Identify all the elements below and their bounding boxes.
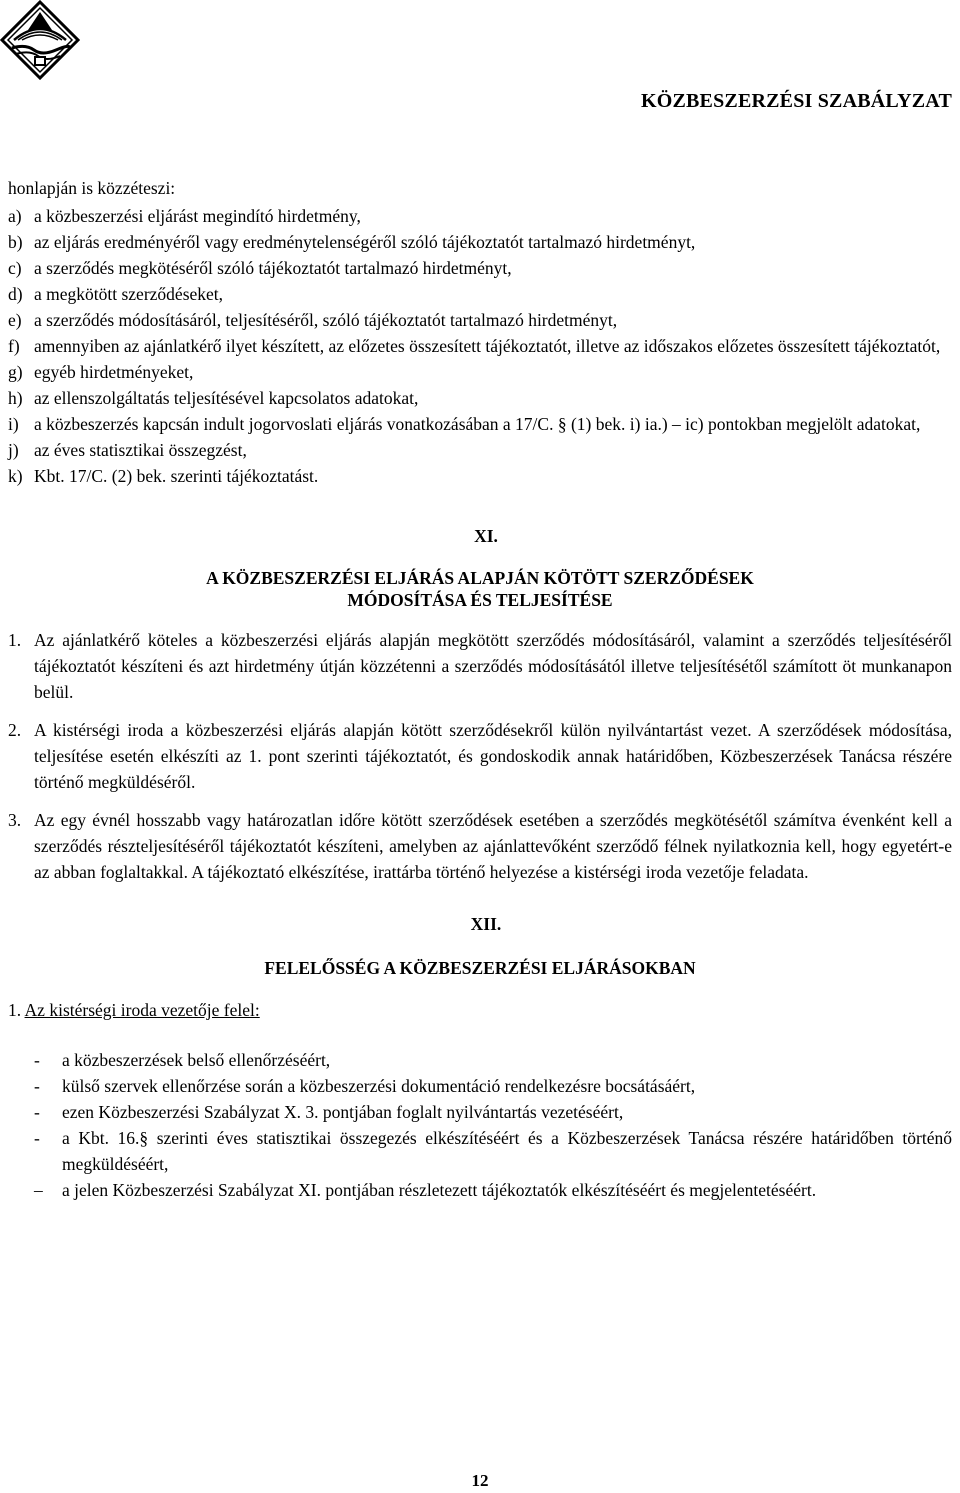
section-xi-title-line2: MÓDOSÍTÁSA ÉS TELJESÍTÉSE (347, 590, 613, 610)
list-item: - ezen Közbeszerzési Szabályzat X. 3. pontjában foglalt nyilvántartás vezetéséért, (34, 1102, 624, 1122)
document-header-title: KÖZBESZERZÉSI SZABÁLYZAT (640, 90, 952, 112)
list-item: - külső szervek ellenőrzése során a közbeszerzési dokumentáció rendelkezésre bocsátásáért, (34, 1076, 696, 1096)
list-item: j) az éves statisztikai összegzést, (8, 440, 247, 460)
regional-emblem-logo-icon (0, 0, 80, 80)
list-item: d) a megkötött szerződéseket, (8, 284, 224, 304)
list-item: h) az ellenszolgáltatás teljesítésével kapcsolatos adatokat, (8, 388, 419, 408)
list-item: c) a szerződés megkötéséről szóló tájékoztatót tartalmazó hirdetményt, (8, 258, 512, 278)
list-item: f) amennyiben az ajánlatkérő ilyet készített, az előzetes összesített tájékoztatót, illetve az időszakos előzetes összesített tájékoztatót, (8, 336, 941, 356)
list-item: e) a szerződés módosításáról, teljesítéséről, szóló tájékoztatót tartalmazó hirdetményt, (8, 310, 618, 330)
list-item: b) az eljárás eredményéről vagy eredménytelenségéről szóló tájékoztatót tartalmazó hirdetményt, (8, 232, 696, 252)
responsibility-heading-text: Az kistérségi iroda vezetője felel: (24, 1000, 260, 1020)
publication-list (8, 203, 952, 489)
section-xi-paragraph: 1. Az ajánlatkérő köteles a közbeszerzési eljárás alapján megkötött szerződés módosításáról, valamint a szerződés teljesítéséről tájékoztatót készíteni és azt hirdetmény útján közzétenni a szerződés módosításától illetve teljesítésétől számított öt munkanapon belül. (8, 630, 952, 702)
list-item: g) egyéb hirdetményeket, (8, 362, 194, 382)
responsibility-heading (8, 997, 952, 1023)
section-xii-number: XII. (470, 914, 502, 934)
intro-text: honlapján is közzéteszi: (8, 178, 176, 198)
section-xii-title: FELELŐSSÉG A KÖZBESZERZÉSI ELJÁRÁSOKBAN (264, 958, 696, 978)
section-xi-number: XI. (474, 526, 498, 546)
list-item: i) a közbeszerzés kapcsán indult jogorvoslati eljárás vonatkozásában a 17/C. § (1) bek. i) ia.) – ic) pontokban megjelölt adatokat, (8, 414, 921, 434)
list-item: k) Kbt. 17/C. (2) bek. szerinti tájékoztatást. (8, 466, 319, 486)
list-item: - a közbeszerzések belső ellenőrzéséért, (34, 1050, 331, 1070)
responsibility-heading-number: 1. (8, 1000, 22, 1020)
section-xi-paragraph: 2. A kistérségi iroda a közbeszerzési eljárás alapján kötött szerződésekről külön nyilvántartást vezet. A szerződések módosítása, teljesítése esetén elkészíti az 1. pont szerinti tájékoztatót, és gondoskodik annak határidőben, Közbeszerzések Tanácsa részére történő megküldéséről. (8, 720, 952, 792)
list-item: – a jelen Közbeszerzési Szabályzat XI. pontjában részletezett tájékoztatók elkészítéséért és megjelentetéséért. (34, 1180, 817, 1200)
section-xi-paragraph: 3. Az egy évnél hosszabb vagy határozatlan időre kötött szerződések esetében a szerződés megkötésétől számítva évenként kell a szerződés részteljesítéséről tájékoztatót készíteni, amelyben az ajánlattevőként szerződő félnek nyilatkoznia kell, hogy egyetért-e az abban foglaltakkal. A tájékoztató elkészítése, irattárba történő helyezése a kistérségi iroda vezetője feladata. (8, 810, 952, 882)
page-content (8, 175, 952, 1203)
responsibility-list (8, 1047, 952, 1203)
section-xi-title (8, 567, 952, 611)
section-xi-title-line1: A KÖZBESZERZÉSI ELJÁRÁS ALAPJÁN KÖTÖTT SZERZŐDÉSEK (206, 568, 754, 588)
list-item: a) a közbeszerzési eljárást megindító hirdetmény, (8, 206, 361, 226)
page-number: 12 (471, 1471, 489, 1490)
list-item: - a Kbt. 16.§ szerinti éves statisztikai összegezés elkészítéséért és a Közbeszerzések Tanácsa részére határidőben történő megküldéséért, (34, 1128, 952, 1174)
